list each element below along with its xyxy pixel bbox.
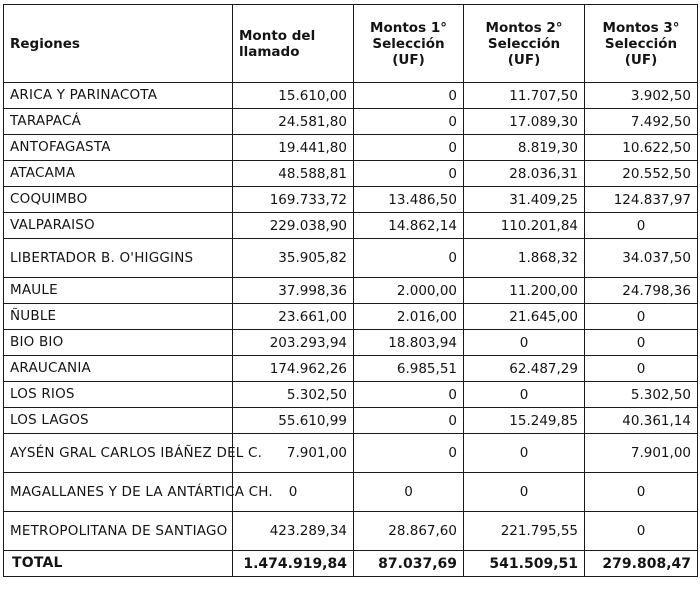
monto-sel3: 0 xyxy=(585,304,698,330)
monto-llamado: 48.588,81 xyxy=(233,161,354,187)
total-llamado: 1.474.919,84 xyxy=(233,551,354,577)
monto-sel2: 1.868,32 xyxy=(464,239,585,278)
monto-sel1: 0 xyxy=(354,473,464,512)
regions-table xyxy=(3,4,698,577)
region-name: LOS LAGOS xyxy=(4,408,233,434)
monto-sel3: 0 xyxy=(585,330,698,356)
header-montos-3-seleccion: Montos 3° Selección (UF) xyxy=(585,5,698,83)
monto-sel1: 0 xyxy=(354,109,464,135)
table-row xyxy=(4,161,698,187)
monto-sel2: 221.795,55 xyxy=(464,512,585,551)
table-row xyxy=(4,187,698,213)
monto-sel3: 20.552,50 xyxy=(585,161,698,187)
table-row xyxy=(4,213,698,239)
table-row xyxy=(4,330,698,356)
monto-sel3: 7.901,00 xyxy=(585,434,698,473)
monto-sel3: 0 xyxy=(585,473,698,512)
monto-sel2: 17.089,30 xyxy=(464,109,585,135)
table-row xyxy=(4,135,698,161)
table-row xyxy=(4,83,698,109)
monto-llamado: 35.905,82 xyxy=(233,239,354,278)
monto-sel1: 2.016,00 xyxy=(354,304,464,330)
monto-llamado: 24.581,80 xyxy=(233,109,354,135)
monto-llamado: 5.302,50 xyxy=(233,382,354,408)
table-row xyxy=(4,109,698,135)
region-name: TARAPACÁ xyxy=(4,109,233,135)
table-row xyxy=(4,512,698,551)
monto-llamado: 19.441,80 xyxy=(233,135,354,161)
monto-llamado: 174.962,26 xyxy=(233,356,354,382)
monto-llamado: 229.038,90 xyxy=(233,213,354,239)
monto-sel3: 0 xyxy=(585,213,698,239)
region-name: BIO BIO xyxy=(4,330,233,356)
table-row xyxy=(4,356,698,382)
monto-llamado: 23.661,00 xyxy=(233,304,354,330)
monto-sel3: 3.902,50 xyxy=(585,83,698,109)
region-name: LOS RIOS xyxy=(4,382,233,408)
region-name: ÑUBLE xyxy=(4,304,233,330)
region-name: METROPOLITANA DE SANTIAGO xyxy=(4,512,233,551)
total-sel3: 279.808,47 xyxy=(585,551,698,577)
header-regiones: Regiones xyxy=(4,5,233,83)
monto-sel1: 0 xyxy=(354,408,464,434)
monto-sel3: 40.361,14 xyxy=(585,408,698,434)
monto-sel1: 0 xyxy=(354,434,464,473)
region-name: COQUIMBO xyxy=(4,187,233,213)
monto-sel1: 14.862,14 xyxy=(354,213,464,239)
region-name: ANTOFAGASTA xyxy=(4,135,233,161)
monto-llamado: 7.901,00 xyxy=(233,434,354,473)
region-name: ARAUCANIA xyxy=(4,356,233,382)
header-montos-2-seleccion: Montos 2° Selección (UF) xyxy=(464,5,585,83)
monto-sel3: 34.037,50 xyxy=(585,239,698,278)
monto-sel1: 6.985,51 xyxy=(354,356,464,382)
monto-sel3: 10.622,50 xyxy=(585,135,698,161)
region-name: VALPARAISO xyxy=(4,213,233,239)
total-sel2: 541.509,51 xyxy=(464,551,585,577)
monto-llamado: 15.610,00 xyxy=(233,83,354,109)
monto-llamado: 169.733,72 xyxy=(233,187,354,213)
region-name: ATACAMA xyxy=(4,161,233,187)
total-row xyxy=(4,551,698,577)
region-name: MAULE xyxy=(4,278,233,304)
header-montos-1-seleccion: Montos 1° Selección (UF) xyxy=(354,5,464,83)
region-name: AYSÉN GRAL CARLOS IBÁÑEZ DEL C. xyxy=(4,434,233,473)
table-row xyxy=(4,239,698,278)
monto-sel1: 0 xyxy=(354,382,464,408)
monto-sel1: 0 xyxy=(354,161,464,187)
monto-sel2: 0 xyxy=(464,330,585,356)
monto-sel1: 2.000,00 xyxy=(354,278,464,304)
table-row xyxy=(4,304,698,330)
monto-llamado: 423.289,34 xyxy=(233,512,354,551)
region-name: MAGALLANES Y DE LA ANTÁRTICA CH. xyxy=(4,473,233,512)
table-row xyxy=(4,382,698,408)
monto-sel3: 24.798,36 xyxy=(585,278,698,304)
monto-sel2: 0 xyxy=(464,434,585,473)
monto-sel3: 7.492,50 xyxy=(585,109,698,135)
region-name: ARICA Y PARINACOTA xyxy=(4,83,233,109)
table-row xyxy=(4,434,698,473)
monto-sel3: 124.837,97 xyxy=(585,187,698,213)
monto-sel1: 13.486,50 xyxy=(354,187,464,213)
monto-sel1: 0 xyxy=(354,239,464,278)
monto-sel1: 18.803,94 xyxy=(354,330,464,356)
table-row xyxy=(4,473,698,512)
monto-sel2: 0 xyxy=(464,473,585,512)
total-label: TOTAL xyxy=(4,551,233,577)
monto-sel2: 110.201,84 xyxy=(464,213,585,239)
monto-sel1: 0 xyxy=(354,83,464,109)
monto-sel1: 28.867,60 xyxy=(354,512,464,551)
monto-sel2: 62.487,29 xyxy=(464,356,585,382)
monto-llamado: 0 xyxy=(233,473,354,512)
monto-sel2: 15.249,85 xyxy=(464,408,585,434)
monto-llamado: 203.293,94 xyxy=(233,330,354,356)
monto-sel2: 11.200,00 xyxy=(464,278,585,304)
monto-sel2: 0 xyxy=(464,382,585,408)
table-row xyxy=(4,408,698,434)
monto-sel3: 0 xyxy=(585,356,698,382)
table-row xyxy=(4,278,698,304)
monto-llamado: 37.998,36 xyxy=(233,278,354,304)
monto-sel1: 0 xyxy=(354,135,464,161)
monto-llamado: 55.610,99 xyxy=(233,408,354,434)
total-sel1: 87.037,69 xyxy=(354,551,464,577)
region-name: LIBERTADOR B. O'HIGGINS xyxy=(4,239,233,278)
monto-sel2: 31.409,25 xyxy=(464,187,585,213)
monto-sel2: 11.707,50 xyxy=(464,83,585,109)
monto-sel3: 5.302,50 xyxy=(585,382,698,408)
monto-sel2: 21.645,00 xyxy=(464,304,585,330)
monto-sel2: 28.036,31 xyxy=(464,161,585,187)
header-monto-llamado: Monto del llamado xyxy=(233,5,354,83)
monto-sel2: 8.819,30 xyxy=(464,135,585,161)
header-row xyxy=(4,5,698,83)
monto-sel3: 0 xyxy=(585,512,698,551)
